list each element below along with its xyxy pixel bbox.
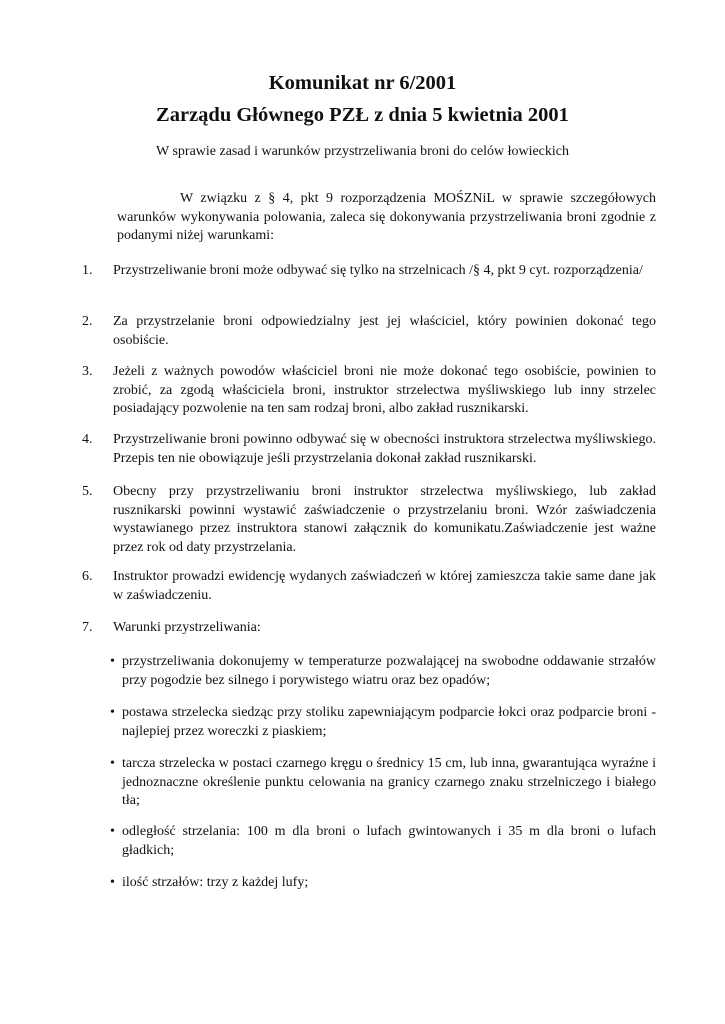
list-item-1 [82, 262, 656, 281]
list-item-number: 7. [82, 620, 93, 635]
bullet-symbol: • [110, 824, 115, 839]
list-item-7 [82, 619, 656, 638]
bullet-symbol: • [110, 875, 115, 890]
document-title-line-1: Komunikat nr 6/2001 [268, 72, 457, 94]
list-item-number: 2. [82, 314, 93, 329]
intro-paragraph: W związku z § 4, pkt 9 rozporządzenia MOŚZNiL w sprawie szczegółowych warunków wykonywania polowania, zaleca się dokonywania przystrzeliwania broni zgodnie z podanymi niżej warunkami: [117, 191, 656, 243]
list-item-number: 5. [82, 484, 93, 499]
bullet-text: przystrzeliwania dokonujemy w temperaturze pozwalającej na swobodne oddawanie strzałów przy pogodzie bez silnego i porywistego wiatru oraz bez opadów; [122, 654, 656, 688]
bullet-item-5 [110, 874, 656, 893]
bullet-text: odległość strzelania: 100 m dla broni o lufach gwintowanych i 35 m dla broni o lufach gładkich; [122, 824, 656, 858]
list-item-2 [82, 313, 656, 350]
bullet-symbol: • [110, 756, 115, 771]
bullet-symbol: • [110, 705, 115, 720]
bullet-item-1 [110, 653, 656, 690]
bullet-text: tarcza strzelecka w postaci czarnego kręgu o średnicy 15 cm, lub inna, gwarantująca wyraźne i jednoznaczne określenie punktu celowania na granicy czarnego znaku strzelniczego i białego tła; [122, 756, 656, 808]
list-item-text: Przystrzeliwanie broni powinno odbywać się w obecności instruktora strzelectwa myśliwskiego. Przepis ten nie obowiązuje jeśli przystrzelania dokonał zakład rusznikarski. [113, 432, 656, 466]
list-item-number: 4. [82, 432, 93, 447]
bullet-text: postawa strzelecka siedząc przy stoliku zapewniającym podparcie łokci oraz podparcie broni - najlepiej przez woreczki z piaskiem; [122, 705, 656, 739]
bullet-symbol: • [110, 654, 115, 669]
list-item-number: 6. [82, 569, 93, 584]
list-item-3 [82, 363, 656, 419]
list-item-6 [82, 568, 656, 605]
list-item-text: Za przystrzelanie broni odpowiedzialny jest jej właściciel, który powinien dokonać tego osobiście. [113, 314, 656, 348]
bullet-item-4 [110, 823, 656, 860]
list-item-number: 3. [82, 364, 93, 379]
list-item-5 [82, 483, 656, 557]
document-subtitle: W sprawie zasad i warunków przystrzeliwania broni do celów łowieckich [156, 144, 569, 159]
list-item-text: Jeżeli z ważnych powodów właściciel broni nie może dokonać tego osobiście, powinien to zrobić, za zgodą właściciela broni, instruktor strzelectwa myśliwskiego lub inny strzelec posiadający pozwolenie na ten sam rodzaj broni, albo zakład rusznikarski. [113, 364, 656, 416]
list-item-text: Obecny przy przystrzeliwaniu broni instruktor strzelectwa myśliwskiego, lub zakład rusznikarski powinni wystawić zaświadczenie o przystrzelaniu broni. Wzór zaświadczenia wystawianego przez instruktora stanowi załącznik do komunikatu.Zaświadczenie jest ważne przez rok od daty przystrzelania. [113, 484, 656, 555]
list-item-text: Warunki przystrzeliwania: [113, 620, 261, 635]
document-title-line-2: Zarządu Głównego PZŁ z dnia 5 kwietnia 2001 [156, 104, 569, 126]
bullet-text: ilość strzałów: trzy z każdej lufy; [122, 875, 309, 890]
list-item-text: Przystrzeliwanie broni może odbywać się tylko na strzelnicach /§ 4, pkt 9 cyt. rozporządzenia/ [113, 263, 643, 278]
bullet-item-3 [110, 755, 656, 811]
list-item-4 [82, 431, 656, 468]
bullet-item-2 [110, 704, 656, 741]
list-item-number: 1. [82, 263, 93, 278]
list-item-text: Instruktor prowadzi ewidencję wydanych zaświadczeń w której zamieszcza takie same dane jak w zaświadczeniu. [113, 569, 656, 603]
